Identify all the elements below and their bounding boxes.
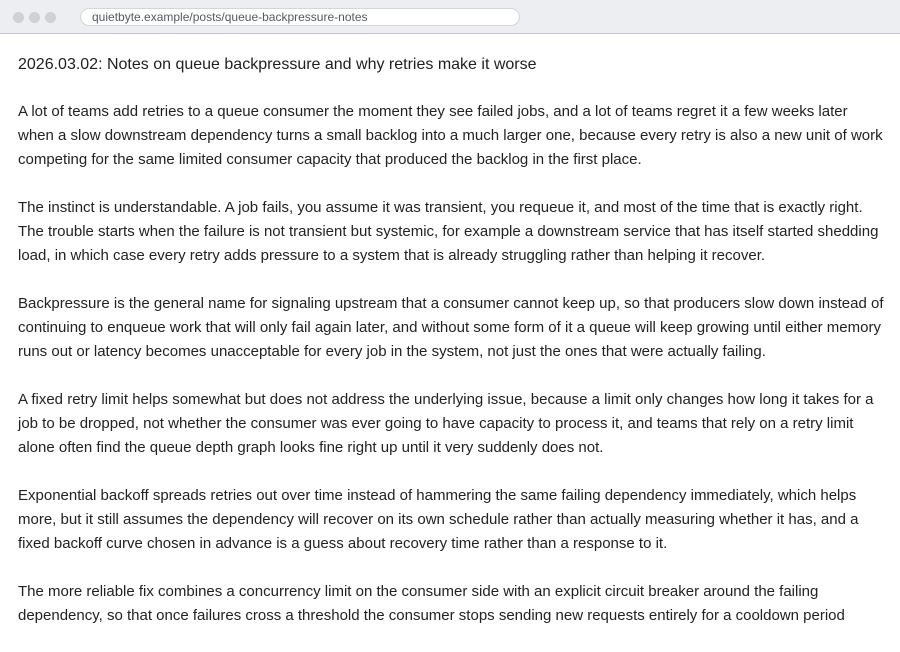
post-title: 2026.03.02: Notes on queue backpressure and why retries make it worse [18,56,537,73]
post-paragraph: Exponential backoff spreads retries out over time instead of hammering the same failing dependency immediately, which helps more, but it still assumes the dependency will recover on its own schedule rather than actually measuring whether it has, and a fixed backoff curve chosen in advance is a guess about recovery time rather than a response to it. [18,487,859,552]
post-paragraph: The instinct is understandable. A job fails, you assume it was transient, you requeue it, and most of the time that is exactly right. The trouble starts when the failure is not transient but systemic, for example a downstream service that has itself started shedding load, in which case every retry adds pressure to a system that is already struggling rather than helping it recover. [18,199,879,264]
window-maximize-dot[interactable] [45,12,56,23]
post-paragraph: A fixed retry limit helps somewhat but does not address the underlying issue, because a limit only changes how long it takes for a job to be dropped, not whether the consumer was ever going to have capacity to process it, and teams that rely on a retry limit alone often find the queue depth graph looks fine right up until it very suddenly does not. [18,391,874,456]
post-content [18,54,886,652]
browser-toolbar [0,0,900,34]
window-minimize-dot[interactable] [29,12,40,23]
window-close-dot[interactable] [13,12,24,23]
address-bar-url: quietbyte.example/posts/queue-backpressure-notes [92,10,368,24]
post-paragraph: A lot of teams add retries to a queue consumer the moment they see failed jobs, and a lot of teams regret it a few weeks later when a slow downstream dependency turns a small backlog into a much larger one, because every retry is also a new unit of work competing for the same limited consumer capacity that produced the backlog in the first place. [18,103,883,168]
post-paragraph: Backpressure is the general name for signaling upstream that a consumer cannot keep up, so that producers slow down instead of continuing to enqueue work that will only fail again later, and without some form of it a queue will keep growing until either memory runs out or latency becomes unacceptable for every job in the system, not just the ones that were actually failing. [18,295,884,360]
address-bar[interactable] [80,8,520,26]
post-paragraph: The more reliable fix combines a concurrency limit on the consumer side with an explicit circuit breaker around the failing dependency, so that once failures cross a threshold the consumer stops sending new requests entirely for a cooldown period [18,583,845,624]
